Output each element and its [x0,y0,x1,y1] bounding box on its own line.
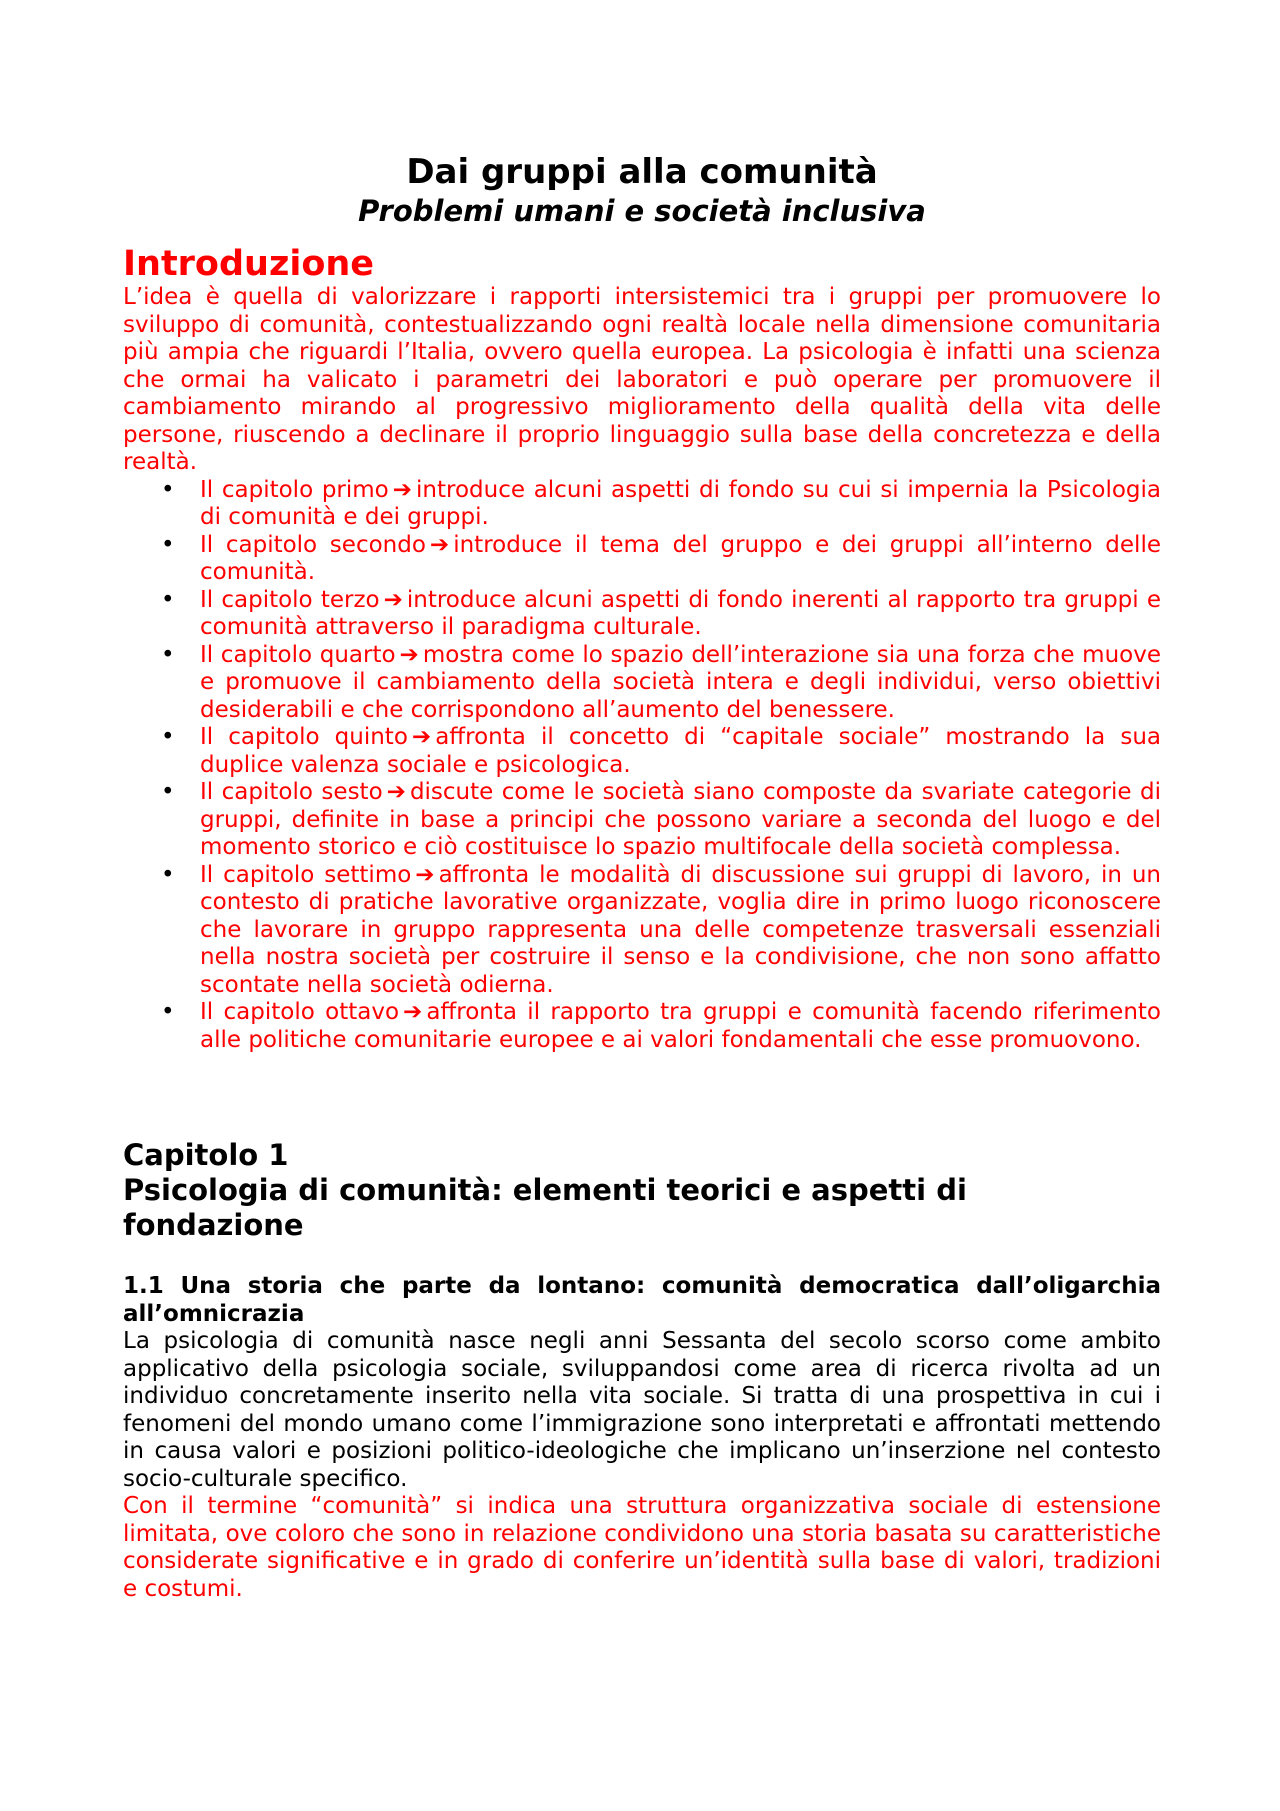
chapter-title-line1: Psicologia di comunità: elementi teorici e aspetti di [123,1173,967,1207]
item-lead: Il capitolo settimo [200,861,412,888]
item-lead: Il capitolo terzo [200,586,380,613]
item-lead: Il capitolo sesto [200,779,383,805]
bullet-icon: • [161,476,175,503]
item-text: introduce il tema del gruppo e dei gruppi all’interno delle comunità. [200,531,1161,585]
chapter-title-line2: fondazione [123,1208,304,1242]
item-lead: Il capitolo secondo [200,531,426,558]
arrow-right-icon: ➔ [392,476,413,503]
bullet-icon: • [161,724,175,750]
item-text: affronta il rapporto tra gruppi e comunità facendo riferimento alle politiche comunitarie europee e ai valori fondamentali che esse promuovono. [200,999,1161,1053]
arrow-right-icon: ➔ [429,531,450,558]
item-lead: Il capitolo quarto [200,641,396,668]
section-heading: 1.1 Una storia che parte da lontano: comunità democratica dall’oligarchia all’omnicrazia [123,1273,1161,1327]
item-lead: Il capitolo quinto [200,724,408,750]
item-text: discute come le società siano composte da svariate categorie di gruppi, definite in base a principi che possono variare a seconda del luogo e del momento storico e ciò costituisce lo spazio multifocale della società complessa. [200,779,1161,860]
document-subtitle: Problemi umani e società inclusiva [358,194,926,228]
arrow-right-icon: ➔ [411,724,432,750]
intro-paragraph: L’idea è quella di valorizzare i rapporti intersistemici tra i gruppi per promuovere lo sviluppo di comunità, contestualizzando ogni realtà locale nella dimensione comunitaria più ampia che riguardi l’Italia, ovvero quella europea. La psicologia è infatti una scienza che ormai ha valicato i parametri dei laboratori e può operare per promuovere il cambiamento mirando al progressivo miglioramento della qualità della vita delle persone, riuscendo a declinare il proprio linguaggio sulla base della concretezza e della realtà. [123,284,1161,475]
item-text: affronta il concetto di “capitale sociale” mostrando la sua duplice valenza sociale e psicologica. [200,724,1161,778]
arrow-right-icon: ➔ [415,861,435,888]
bullet-icon: • [161,861,175,888]
list-item [123,999,1161,1054]
list-item [123,587,1161,642]
chapter-number: Capitolo 1 [123,1138,289,1172]
item-lead: Il capitolo primo [200,476,389,503]
bullet-icon: • [161,779,175,805]
intro-heading: Introduzione [123,244,375,284]
item-text: introduce alcuni aspetti di fondo inerenti al rapporto tra gruppi e comunità attraverso il paradigma culturale. [200,586,1161,640]
chapter-heading [123,1138,1161,1243]
section-paragraph-highlighted: Con il termine “comunità” si indica una struttura organizzativa sociale di estensione limitata, ove coloro che sono in relazione condividono una storia basata su caratteristiche considerate significative e in grado di conferire un’identità sulla base di valori, tradizioni e costumi. [123,1493,1161,1602]
list-item [123,862,1161,1000]
section-paragraph: La psicologia di comunità nasce negli anni Sessanta del secolo scorso come ambito applicativo della psicologia sociale, sviluppandosi come area di ricerca rivolta ad un individuo concretamente inserito nella vita sociale. Si tratta di una prospettiva in cui i fenomeni del mondo umano come l’immigrazione sono interpretati e affrontati mettendo in causa valori e posizioni politico-ideologiche che implicano un’inserzione nel contesto socio-culturale specifico. [123,1328,1161,1492]
item-text: mostra come lo spazio dell’interazione sia una forza che muove e promuove il cambiamento della società intera e degli individui, verso obiettivi desiderabili e che corrispondono all’aumento del benessere. [200,641,1161,723]
bullet-icon: • [161,586,175,613]
arrow-right-icon: ➔ [383,586,403,613]
arrow-right-icon: ➔ [386,779,406,805]
arrow-right-icon: ➔ [403,999,423,1025]
chapter-summary-list [123,477,1161,1055]
list-item [123,724,1161,779]
bullet-icon: • [161,531,175,558]
page-content [123,152,1161,1603]
bullet-icon: • [161,999,175,1025]
item-text: introduce alcuni aspetti di fondo su cui si impernia la Psicologia di comunità e dei gruppi. [200,476,1161,530]
bullet-icon: • [161,641,175,668]
list-item [123,532,1161,587]
list-item [123,779,1161,862]
arrow-right-icon: ➔ [399,641,419,668]
list-item [123,477,1161,532]
document-title: Dai gruppi alla comunità [406,152,878,192]
item-text: affronta le modalità di discussione sui gruppi di lavoro, in un contesto di pratiche lavorative organizzate, voglia dire in primo luogo riconoscere che lavorare in gruppo rappresenta una delle competenze trasversali essenziali nella nostra società per costruire il senso e la condivisione, che non sono affatto scontate nella società odierna. [200,861,1161,998]
item-lead: Il capitolo ottavo [200,999,400,1025]
list-item [123,642,1161,725]
